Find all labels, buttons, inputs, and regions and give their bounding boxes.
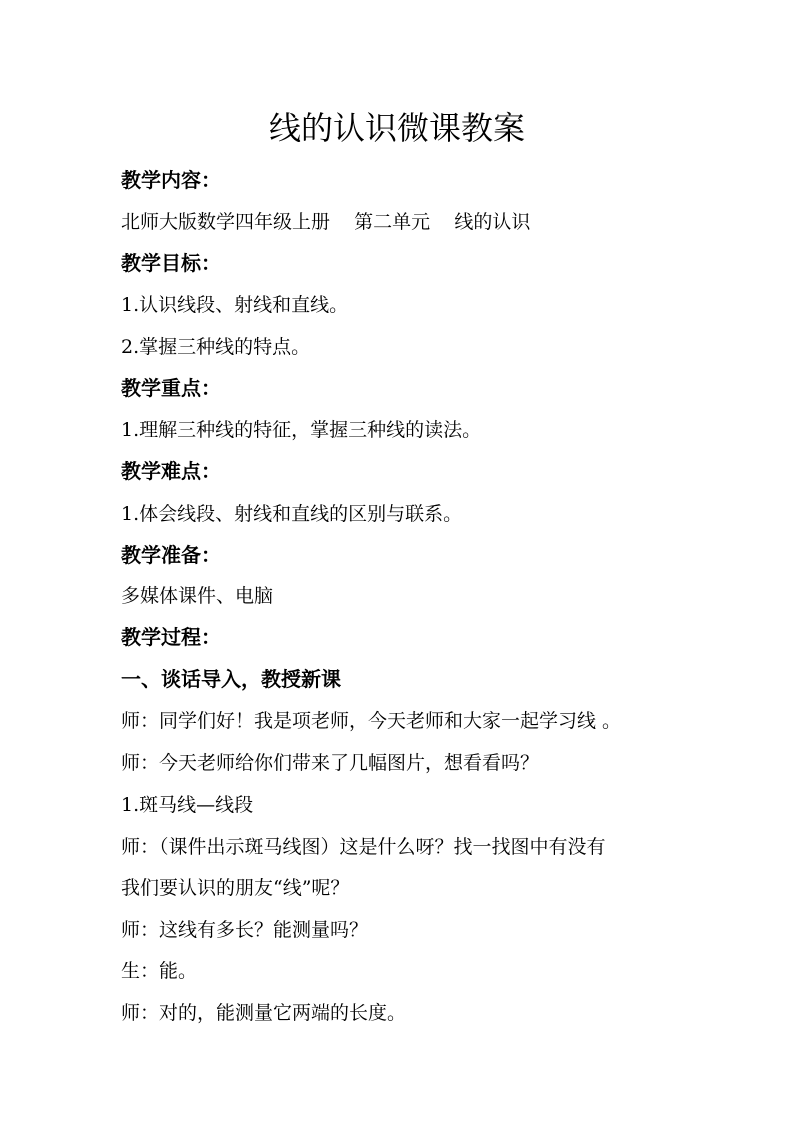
paragraph-line: 1.理解三种线的特征，掌握三种线的读法。 <box>121 419 482 441</box>
paragraph-line: 北师大版数学四年级上册 第二单元 线的认识 <box>121 211 531 233</box>
document-title: 线的认识微课教案 <box>268 109 525 147</box>
section-heading-process: 教学过程： <box>121 625 221 649</box>
paragraph-line: 师：对的，能测量它两端的长度。 <box>121 1002 407 1024</box>
paragraph-line: 1.认识线段、射线和直线。 <box>121 294 349 316</box>
section-heading-key-points: 教学重点： <box>121 376 221 400</box>
paragraph-line: 2.掌握三种线的特点。 <box>121 336 311 358</box>
paragraph-line: 师：今天老师给你们带来了几幅图片，想看看吗？ <box>121 752 540 774</box>
paragraph-line: 1.斑马线—线段 <box>121 794 254 816</box>
section-heading-preparation: 教学准备： <box>121 543 221 567</box>
paragraph-line: 多媒体课件、电脑 <box>121 585 274 607</box>
paragraph-line: 我们要认识的朋友“线”呢？ <box>121 877 350 899</box>
paragraph-line: 1.体会线段、射线和直线的区别与联系。 <box>121 503 463 525</box>
subsection-heading: 一、谈话导入，教授新课 <box>121 667 341 691</box>
section-heading-difficulties: 教学难点： <box>121 459 221 483</box>
paragraph-line: 师：这线有多长？能测量吗？ <box>121 919 369 941</box>
paragraph-line: 生：能。 <box>121 960 198 982</box>
paragraph-line: 师：同学们好！我是项老师，今天老师和大家一起学习线 。 <box>121 710 622 732</box>
section-heading-content: 教学内容： <box>121 168 221 192</box>
paragraph-line: 师：（课件出示斑马线图）这是什么呀？找一找图中有没有 <box>121 836 606 858</box>
section-heading-objectives: 教学目标： <box>121 251 221 275</box>
